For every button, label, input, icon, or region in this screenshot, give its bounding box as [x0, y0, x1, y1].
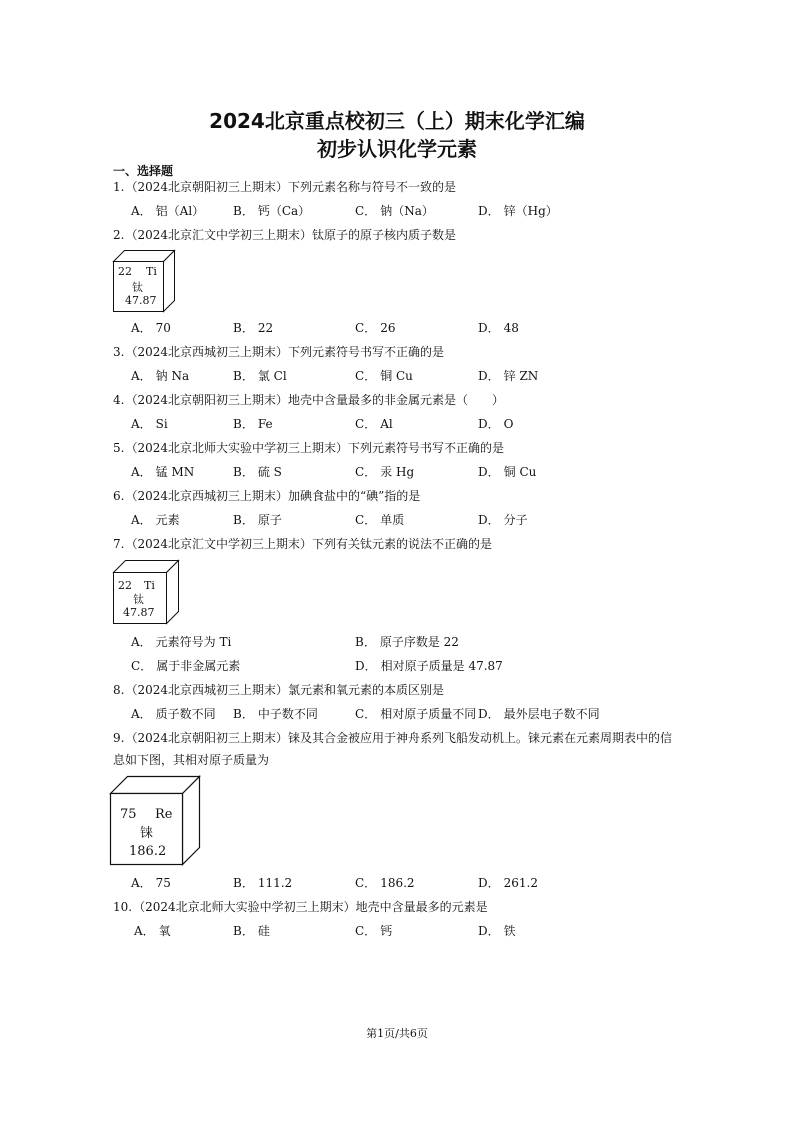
- option-text: 70: [155, 321, 171, 335]
- option-text: 铝（Al）: [155, 204, 205, 218]
- question-10-option-b[interactable]: [233, 923, 270, 939]
- option-label: A．: [131, 707, 152, 721]
- option-text: Fe: [257, 417, 273, 431]
- option-text: 钙: [380, 924, 393, 938]
- atomic-mass: 186.2: [129, 844, 167, 859]
- option-label: D．: [478, 876, 500, 890]
- option-text: 111.2: [257, 876, 293, 890]
- question-3-option-b[interactable]: [233, 368, 287, 384]
- question-3-option-c[interactable]: [355, 368, 413, 384]
- atomic-number: 75: [120, 807, 137, 822]
- option-text: 硫 S: [257, 465, 282, 479]
- option-label: D．: [478, 924, 500, 938]
- element-name: 钛: [133, 593, 144, 606]
- option-label: C．: [355, 876, 377, 890]
- option-text: 氧: [158, 924, 171, 938]
- option-label: A．: [131, 369, 152, 383]
- question-1-option-d[interactable]: [478, 203, 558, 219]
- question-number: 6.: [113, 489, 125, 503]
- question-9-stem: [113, 730, 714, 746]
- question-number: 8.: [113, 683, 125, 697]
- element-symbol: Ti: [144, 579, 155, 592]
- question-text: （2024北京西城初三上期末）加碘食盐中的“碘”指的是: [125, 489, 421, 503]
- question-9-option-c[interactable]: [355, 875, 415, 891]
- question-text: （2024北京北师大实验中学初三上期末）下列元素符号书写不正确的是: [125, 441, 504, 455]
- option-text: Si: [155, 417, 168, 431]
- question-10-option-c[interactable]: [355, 923, 392, 939]
- question-7-stem: [113, 536, 714, 552]
- option-text: 汞 Hg: [380, 465, 415, 479]
- option-text: 钙（Ca）: [257, 204, 311, 218]
- question-8-option-c[interactable]: [355, 706, 476, 722]
- option-text: 相对原子质量不同: [380, 707, 477, 721]
- question-number: 9.: [113, 731, 125, 745]
- option-label: A．: [134, 924, 155, 938]
- option-label: B．: [233, 417, 254, 431]
- option-label: B．: [233, 876, 254, 890]
- question-8-option-b[interactable]: [233, 706, 318, 722]
- option-text: 硅: [257, 924, 270, 938]
- option-label: A．: [131, 876, 152, 890]
- option-label: B．: [233, 707, 254, 721]
- element-cube-titanium: [113, 250, 175, 312]
- option-label: C．: [355, 321, 377, 335]
- question-9-option-b[interactable]: [233, 875, 292, 891]
- option-label: C．: [355, 204, 377, 218]
- question-4-option-d[interactable]: [478, 416, 513, 432]
- question-2-option-a[interactable]: [131, 320, 171, 336]
- question-2-option-d[interactable]: [478, 320, 519, 336]
- question-9-option-d[interactable]: [478, 875, 538, 891]
- option-label: B．: [233, 513, 254, 527]
- question-6-stem: [113, 488, 714, 504]
- option-text: O: [503, 417, 514, 431]
- question-10-stem: [113, 899, 714, 915]
- element-name: 钛: [132, 281, 143, 294]
- option-text: 氯 Cl: [257, 369, 287, 383]
- question-1-option-a[interactable]: [131, 203, 204, 219]
- option-text: 铁: [503, 924, 516, 938]
- question-text: （2024北京西城初三上期末）氯元素和氧元素的本质区别是: [125, 683, 444, 697]
- element-name: 铼: [140, 826, 154, 841]
- option-text: 48: [503, 321, 519, 335]
- question-9-option-a[interactable]: [131, 875, 171, 891]
- option-text: 锌 ZN: [503, 369, 539, 383]
- question-7-option-a[interactable]: [131, 634, 231, 650]
- option-label: D．: [478, 707, 500, 721]
- option-text: 质子数不同: [155, 707, 216, 721]
- question-number: 10.: [113, 900, 133, 914]
- element-cube-rhenium: [110, 776, 200, 865]
- option-text: 26: [380, 321, 396, 335]
- question-number: 5.: [113, 441, 125, 455]
- option-text: 元素: [155, 513, 180, 527]
- question-3-stem: [113, 344, 714, 360]
- atomic-number: 22: [118, 579, 132, 592]
- option-label: C．: [355, 465, 377, 479]
- option-text: 铜 Cu: [380, 369, 413, 383]
- option-label: C．: [355, 417, 377, 431]
- question-1-stem: [113, 179, 714, 195]
- option-text: 单质: [380, 513, 405, 527]
- option-text: 铜 Cu: [503, 465, 537, 479]
- element-symbol: Re: [155, 807, 173, 822]
- option-text: 元素符号为 Ti: [155, 635, 232, 649]
- option-label: C．: [355, 924, 377, 938]
- option-text: 186.2: [380, 876, 415, 890]
- question-7-option-d[interactable]: [355, 658, 503, 674]
- option-label: B．: [233, 369, 254, 383]
- question-5-option-a[interactable]: [131, 464, 194, 480]
- question-6-option-a[interactable]: [131, 512, 180, 528]
- question-5-option-c[interactable]: [355, 464, 414, 480]
- question-text: （2024北京朝阳初三上期末）下列元素名称与符号不一致的是: [125, 180, 456, 194]
- option-label: A．: [131, 465, 152, 479]
- atomic-mass: 47.87: [123, 606, 155, 619]
- question-6-option-d[interactable]: [478, 512, 528, 528]
- question-number: 7.: [113, 537, 125, 551]
- option-label: D．: [478, 465, 500, 479]
- option-text: Al: [380, 417, 393, 431]
- option-text: 中子数不同: [257, 707, 318, 721]
- option-label: C．: [355, 369, 377, 383]
- question-2-stem: [113, 227, 714, 243]
- question-5-option-b[interactable]: [233, 464, 282, 480]
- question-9-stem-continued: 息如下图，其相对原子质量为: [113, 753, 270, 767]
- option-label: D．: [478, 369, 500, 383]
- option-text: 原子序数是 22: [379, 635, 459, 649]
- doc-subtitle: 初步认识化学元素: [317, 137, 477, 161]
- option-text: 钠（Na）: [380, 204, 434, 218]
- option-label: B．: [233, 204, 254, 218]
- question-1-option-c[interactable]: [355, 203, 434, 219]
- question-6-option-b[interactable]: [233, 512, 282, 528]
- atomic-mass: 47.87: [125, 294, 157, 307]
- question-text: （2024北京汇文中学初三上期末）下列有关钛元素的说法不正确的是: [125, 537, 492, 551]
- option-text: 锰 MN: [155, 465, 195, 479]
- question-3-option-a[interactable]: [131, 368, 189, 384]
- question-1-option-b[interactable]: [233, 203, 310, 219]
- option-text: 75: [155, 876, 171, 890]
- option-label: B．: [233, 465, 254, 479]
- option-label: C．: [355, 513, 377, 527]
- question-10-option-a[interactable]: [134, 923, 171, 939]
- question-7-option-c[interactable]: [131, 658, 240, 674]
- option-text: 属于非金属元素: [156, 659, 241, 673]
- question-4-option-c[interactable]: [355, 416, 393, 432]
- element-symbol: Ti: [146, 265, 157, 278]
- question-10-option-d[interactable]: [478, 923, 516, 939]
- option-text: 钠 Na: [155, 369, 190, 383]
- option-label: B．: [233, 321, 254, 335]
- option-text: 最外层电子数不同: [503, 707, 600, 721]
- element-cube-titanium: [113, 560, 179, 624]
- atomic-number: 22: [118, 265, 132, 278]
- question-5-stem: [113, 440, 714, 456]
- option-text: 原子: [257, 513, 282, 527]
- question-2-option-b[interactable]: [233, 320, 273, 336]
- question-6-option-c[interactable]: [355, 512, 404, 528]
- option-label: A．: [131, 321, 152, 335]
- option-text: 22: [257, 321, 274, 335]
- option-label: C．: [355, 707, 377, 721]
- option-text: 分子: [503, 513, 528, 527]
- question-text: （2024北京西城初三上期末）下列元素符号书写不正确的是: [125, 345, 444, 359]
- option-text: 锌（Hg）: [503, 204, 558, 218]
- option-label: A．: [131, 513, 152, 527]
- question-7-option-b[interactable]: [355, 634, 459, 650]
- option-label: A．: [131, 204, 152, 218]
- question-text: （2024北京朝阳初三上期末）铼及其合金被应用于神舟系列飞船发动机上。铼元素在元素周期表中的信: [125, 731, 672, 745]
- doc-title: 2024北京重点校初三（上）期末化学汇编: [209, 109, 585, 133]
- question-text: （2024北京北师大实验中学初三上期末）地壳中含量最多的元素是: [133, 900, 488, 914]
- question-8-option-a[interactable]: [131, 706, 216, 722]
- question-8-option-d[interactable]: [478, 706, 600, 722]
- page-footer: 第1页/共6页: [366, 1027, 428, 1040]
- section-heading: 一、选择题: [113, 164, 174, 178]
- question-number: 4.: [113, 393, 125, 407]
- option-label: A．: [131, 417, 152, 431]
- option-label: D．: [478, 204, 500, 218]
- question-5-option-d[interactable]: [478, 464, 536, 480]
- question-2-option-c[interactable]: [355, 320, 395, 336]
- question-4-stem: [113, 392, 714, 408]
- option-text: 相对原子质量是 47.87: [380, 659, 503, 673]
- option-label: A．: [131, 635, 152, 649]
- option-label: B．: [233, 924, 254, 938]
- question-8-stem: [113, 682, 714, 698]
- question-4-option-a[interactable]: [131, 416, 168, 432]
- option-label: D．: [478, 321, 500, 335]
- option-label: C．: [131, 659, 153, 673]
- question-number: 1.: [113, 180, 125, 194]
- question-number: 3.: [113, 345, 125, 359]
- question-text: （2024北京朝阳初三上期末）地壳中含量最多的非金属元素是（ ）: [125, 393, 504, 407]
- question-text: （2024北京汇文中学初三上期末）钛原子的原子核内质子数是: [125, 228, 456, 242]
- question-4-option-b[interactable]: [233, 416, 273, 432]
- question-number: 2.: [113, 228, 125, 242]
- option-label: D．: [478, 417, 500, 431]
- option-label: D．: [355, 659, 377, 673]
- option-label: D．: [478, 513, 500, 527]
- option-label: B．: [355, 635, 376, 649]
- option-text: 261.2: [503, 876, 538, 890]
- question-3-option-d[interactable]: [478, 368, 538, 384]
